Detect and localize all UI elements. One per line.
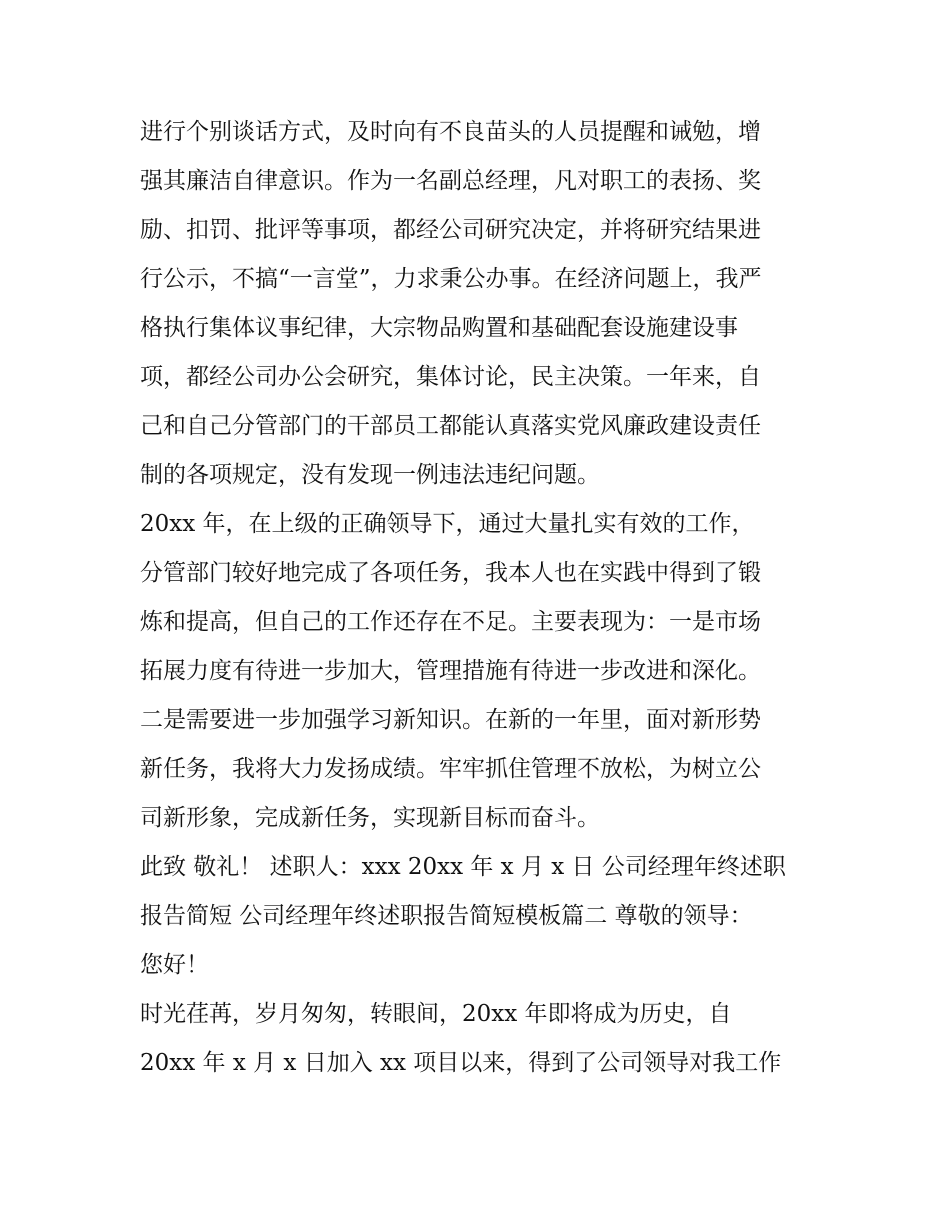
text-line: 20xx 年，在上级的正确领导下，通过大量扎实有效的工作， (140, 511, 755, 537)
text-line: 时光荏苒，岁月匆匆，转眼间，20xx 年即将成为历史，自 (140, 1001, 732, 1027)
text-line: 行公示，不搞“一言堂”，力求秉公办事。在经济问题上，我严 (140, 266, 762, 292)
text-line: 格执行集体议事纪律，大宗物品购置和基础配套设施建设事 (140, 315, 738, 341)
text-line: 强其廉洁自律意识。作为一名副总经理，凡对职工的表扬、奖 (140, 168, 761, 194)
text-line: 您好！ (140, 952, 209, 978)
text-line: 二是需要进一步加强学习新知识。在新的一年里，面对新形势 (140, 707, 761, 733)
text-line: 制的各项规定，没有发现一例违法违纪问题。 (140, 462, 600, 488)
text-line: 此致 敬礼！ 述职人：xxx 20xx 年 x 月 x 日 公司经理年终述职 (140, 854, 786, 880)
text-line: 新任务，我将大力发扬成绩。牢牢抓住管理不放松，为树立公 (140, 756, 761, 782)
text-line: 进行个别谈话方式，及时向有不良苗头的人员提醒和诫勉，增 (140, 119, 761, 145)
text-line: 司新形象，完成新任务，实现新目标而奋斗。 (140, 805, 600, 831)
text-line: 分管部门较好地完成了各项任务，我本人也在实践中得到了锻 (140, 560, 761, 586)
document-body (140, 108, 820, 1088)
text-line: 炼和提高，但自己的工作还存在不足。主要表现为：一是市场 (140, 609, 761, 635)
text-line: 拓展力度有待进一步加大，管理措施有待进一步改进和深化。 (140, 658, 761, 684)
text-line: 报告简短 公司经理年终述职报告简短模板篇二 尊敬的领导： (140, 903, 753, 929)
text-line: 项，都经公司办公会研究，集体讨论，民主决策。一年来，自 (140, 364, 761, 390)
text-line: 励、扣罚、批评等事项，都经公司研究决定，并将研究结果进 (140, 217, 761, 243)
text-line: 己和自己分管部门的干部员工都能认真落实党风廉政建设责任 (140, 413, 761, 439)
text-line: 20xx 年 x 月 x 日加入 xx 项目以来，得到了公司领导对我工作 (140, 1050, 782, 1076)
